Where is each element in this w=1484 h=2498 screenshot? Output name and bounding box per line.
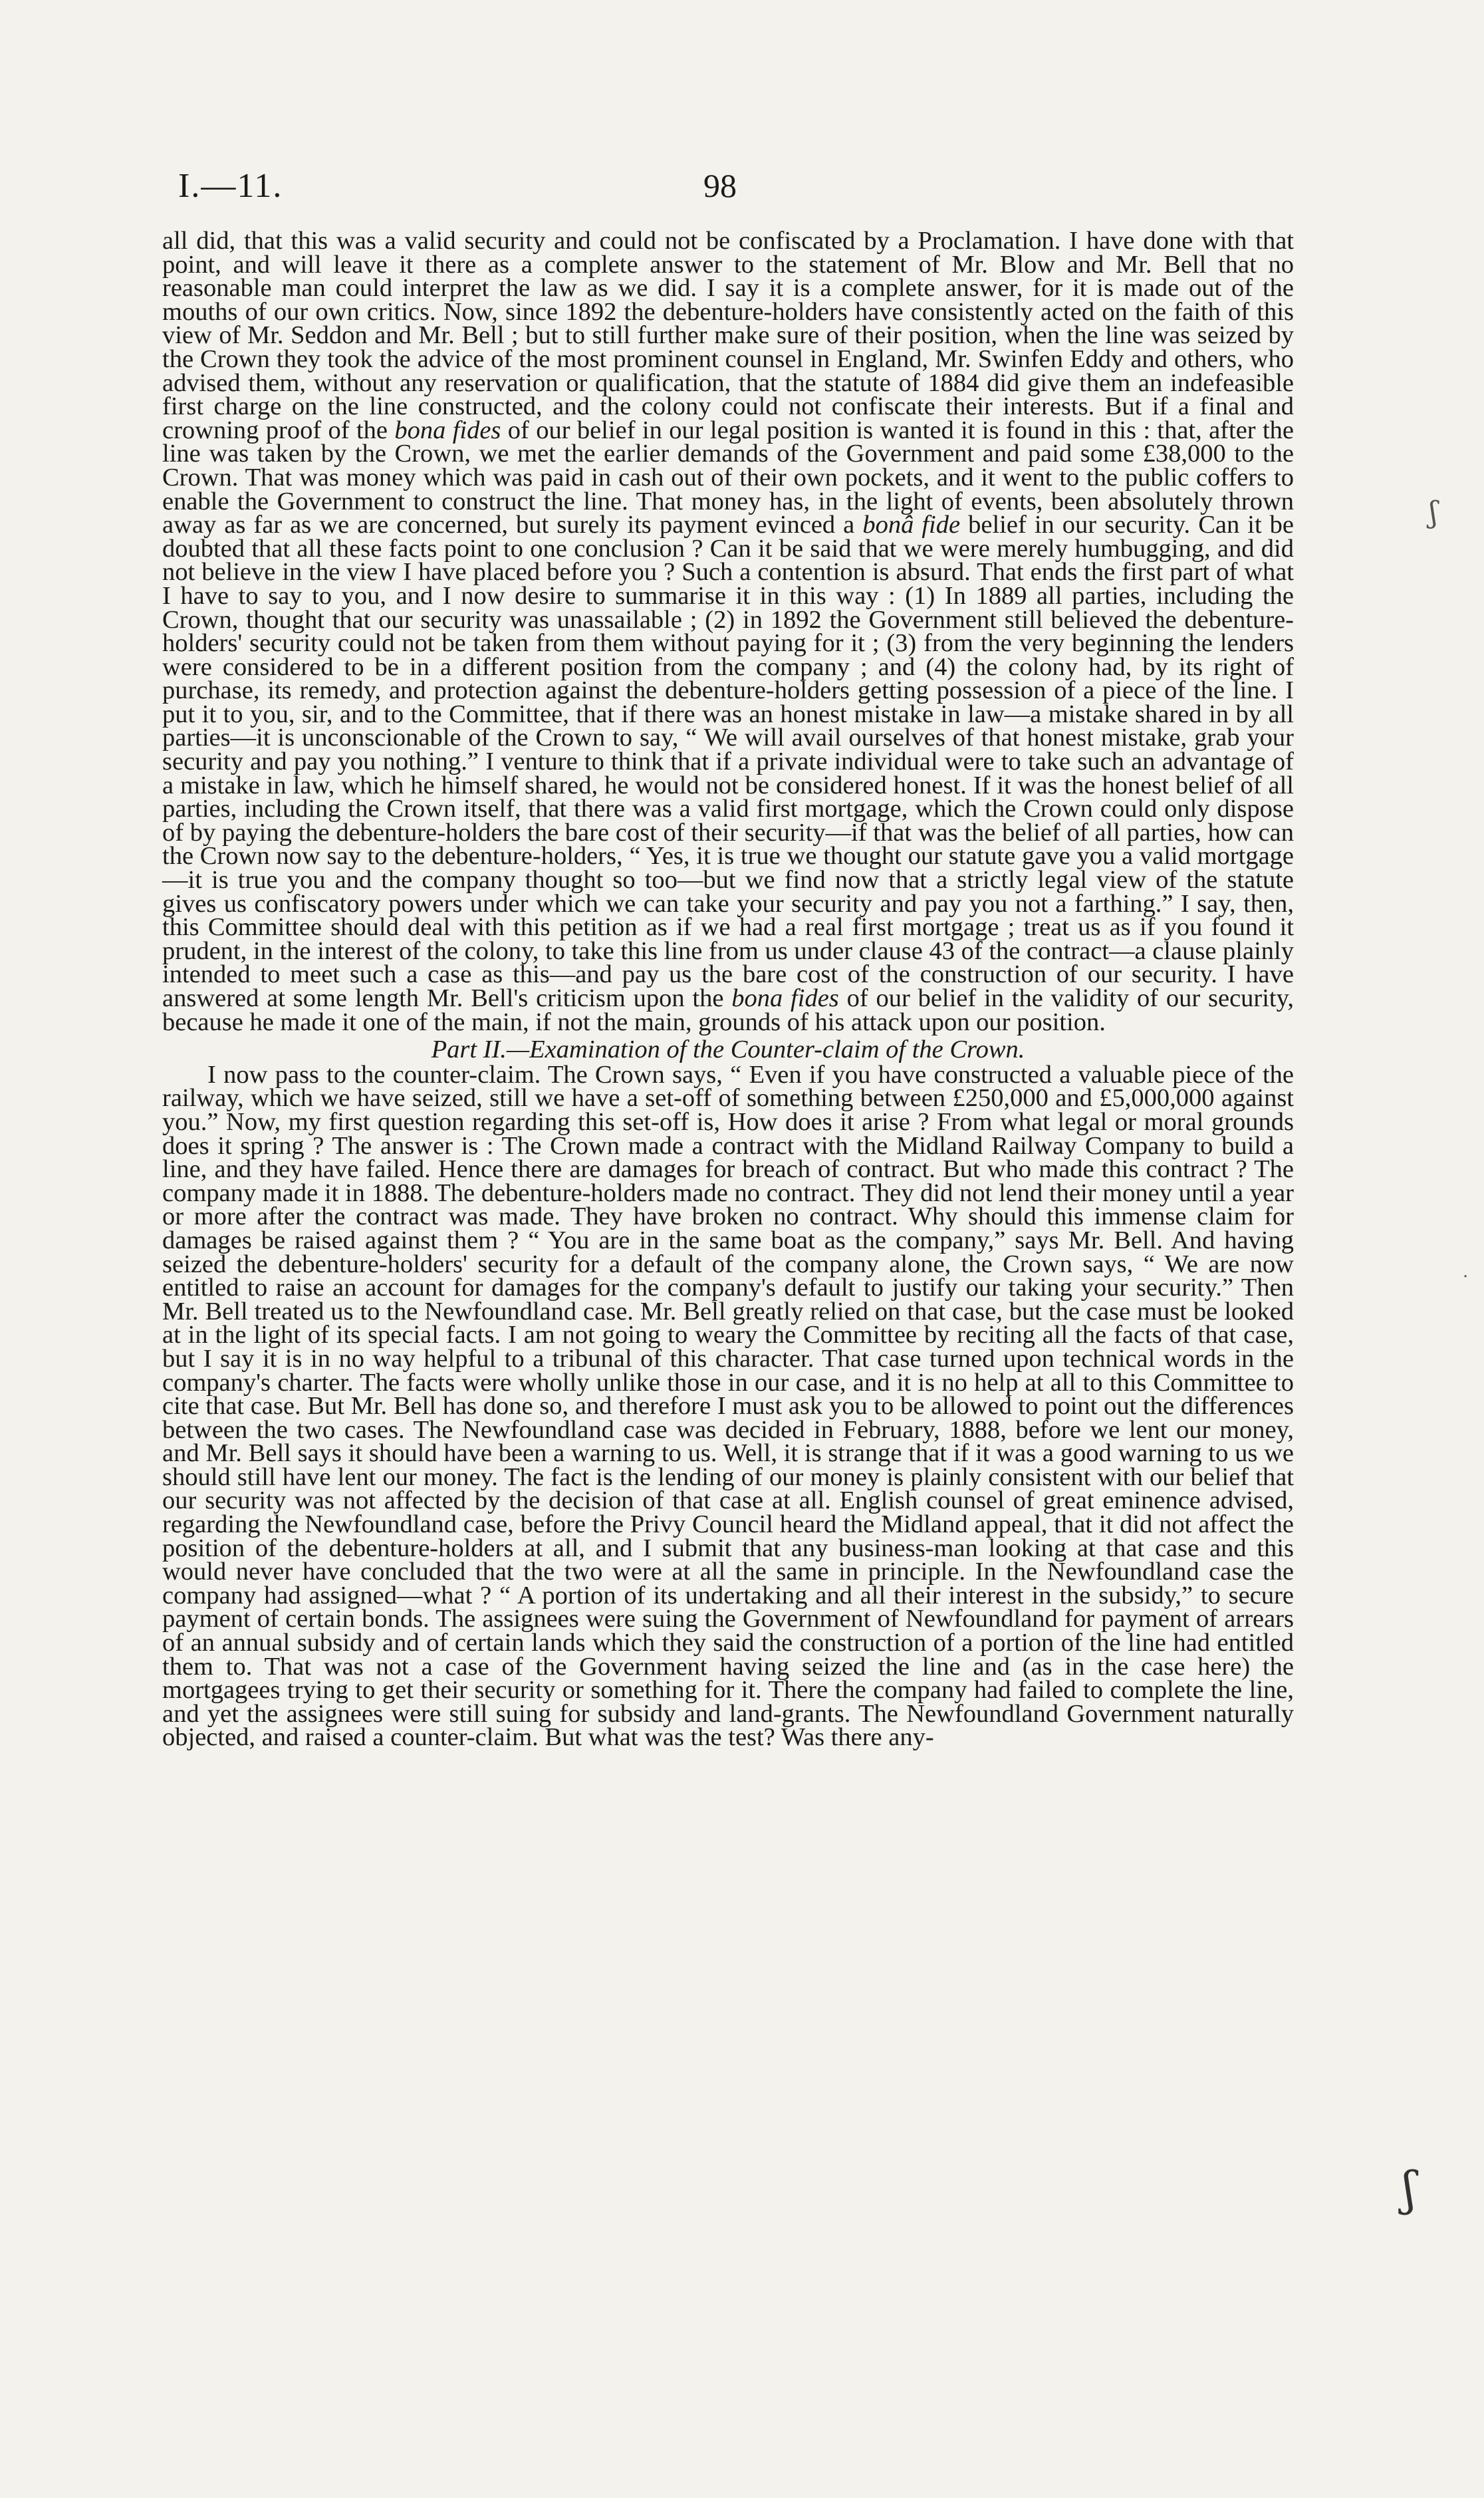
document-reference: I.—11. bbox=[178, 167, 283, 205]
section-heading: Part II.—Examination of the Counter-claim of the Crown. bbox=[431, 1036, 1025, 1064]
margin-pencil-mark: ʃ bbox=[1429, 495, 1437, 529]
paragraph-text: belief in our security. Can it be doubted that all these facts point to one conclusion ? Can it be said that we were merely humbugging, and did not believe in the view I have placed before you ? Such a contention is absurd. That ends the first part of what I have to say to you, and I now desire to summarise it in this way : (1) In 1889 all parties, including the Crown, thought that our security was unassailable ; (2) in 1892 the Government still believed the debenture-holders' security could not be taken from them without paying for it ; (3) from the very beginning the lenders were considered to be in a different position from the company ; and (4) the colony had, by its right of purchase, its remedy, and protection against the debenture-holders getting possession of a piece of the line. I put it to you, sir, and to the Committee, that if there was an honest mistake in law—a mistake shared in by all parties—it is unconscionable of the Crown to say, “ We will avail ourselves of that honest mistake, grab your security and pay you nothing.” I venture to think that if a private individual were to take such an advantage of a mistake in law, which he himself shared, he would not be considered honest. If it was the honest belief of all parties, including the Crown itself, that there was a valid first mortgage, which the Crown could only dispose of by paying the debenture-holders the bare cost of their security—if that was the belief of all parties, how can the Crown now say to the debenture-holders, “ Yes, it is true we thought our statute gave you a valid mortgage—it is true you and the company thought so too—but we find now that a strictly legal view of the statute gives us confiscatory powers under which we can take your security and pay you not a farthing.” I say, then, this Committee should deal with this petition as if we had a real first mortgage ; treat us as if you found it prudent, in the interest of the colony, to take this line from us under clause 43 of the contract—a clause plainly intended to meet such a case as this—and pay us the bare cost of the construction of our security. I have answered at some length Mr. Bell's criticism upon the bbox=[162, 511, 1295, 1012]
paragraph-counter-claim: I now pass to the counter-claim. The Crown says, “ Even if you have constructed a valuable piece of the railway, which we have seized, still we have a set-off of something between £250,000 and £5,000,000 against you.” Now, my first question regarding this set-off is, How does it arise ? From what legal or moral grounds does it spring ? The answer is : The Crown made a contract with the Midland Railway Company to build a line, and they have failed. Hence there are damages for breach of contract. But who made this contract ? The company made it in 1888. The debenture-holders made no contract. They did not lend their money until a year or more after the contract was made. They have broken no contract. Why should this immense claim for damages be raised against them ? “ You are in the same boat as the company,” says Mr. Bell. And having seized the debenture-holders' security for a default of the company alone, the Crown says, “ We are now entitled to raise an account for damages for the company's default to justify our taking your security.” Then Mr. Bell treated us to the Newfoundland case. Mr. Bell greatly relied on that case, but the case must be looked at in the light of its special facts. I am not going to weary the Committee by reciting all the facts of that case, but I say it is in no way helpful to a tribunal of this character. That case turned upon technical words in the company's charter. The facts were wholly unlike those in our case, and it is no help at all to this Committee to cite that case. But Mr. Bell has done so, and therefore I must ask you to be allowed to point out the differences between the two cases. The Newfoundland case was decided in February, 1888, before we lent our money, and Mr. Bell says it should have been a warning to us. Well, it is strange that if it was a good warning to us we should still have lent our money. The fact is the lending of our money is plainly consistent with our belief that our security was not affected by the decision of that case at all. English counsel of great eminence advised, regarding the Newfoundland case, before the Privy Council heard the Midland appeal, that it did not affect the position of the debenture-holders at all, and I submit that any business-man looking at that case and this would never have concluded that the two were at all the same in principle. In the Newfoundland case the company had assigned—what ? “ A portion of its undertaking and all their interest in the subsidy,” to secure payment of certain bonds. The assignees were suing the Government of Newfoundland for payment of arrears of an annual subsidy and of certain lands which they said the construction of a portion of the line had entitled them to. That was not a case of the Government having seized the line and (as in the case here) the mortgagees trying to get their security or something for it. There the company had failed to complete the line, and yet the assignees were still suing for subsidy and land-grants. The Newfoundland Government naturally objected, and raised a counter-claim. But what was the test? Was there any- bbox=[162, 1060, 1294, 1752]
paragraph-text: of our belief in our legal position is wanted it is found in this : that, after the line was taken by the Crown, we met the earlier demands of the Government and paid some £38,000 to the Crown. That was money which was paid in cash out of their own pockets, and it went to the public coffers to enable the Government to construct the line. That money has, in the light of events, been absolutely thrown away as far as we are concerned, but surely its payment evinced a bbox=[162, 416, 1294, 539]
italic-term: bonâ fide bbox=[862, 511, 961, 539]
body-text bbox=[162, 229, 1294, 1750]
margin-pencil-mark: · bbox=[1463, 1267, 1469, 1287]
paragraph-text: of our belief in the validity of our security, because he made it one of the main, if not the main, grounds of his attack upon our position. bbox=[162, 984, 1295, 1036]
paragraph-continuation bbox=[162, 229, 1294, 1034]
margin-pencil-mark: ʃ bbox=[1403, 2161, 1416, 2216]
italic-term: bona fides bbox=[394, 416, 501, 444]
page-header bbox=[178, 166, 1285, 213]
paragraph-text: all did, that this was a valid security and could not be confiscated by a Proclamation. I have done with that point, and will leave it there as a complete answer to the statement of Mr. Blow and Mr. Bell that no reasonable man could interpret the law as we did. I say it is a complete answer, for it is made out of the mouths of our own critics. Now, since 1892 the debenture-holders have consistently acted on the faith of this view of Mr. Seddon and Mr. Bell ; but to still further make sure of their position, when the line was seized by the Crown they took the advice of the most prominent counsel in England, Mr. Swinfen Eddy and others, who advised them, without any reservation or qualification, that the statute of 1884 did give them an indefeasible first charge on the line constructed, and the colony could not confiscate their interests. But if a final and crowning proof of the bbox=[162, 227, 1294, 444]
page-number: 98 bbox=[703, 167, 737, 204]
italic-term: bona fides bbox=[731, 984, 839, 1012]
